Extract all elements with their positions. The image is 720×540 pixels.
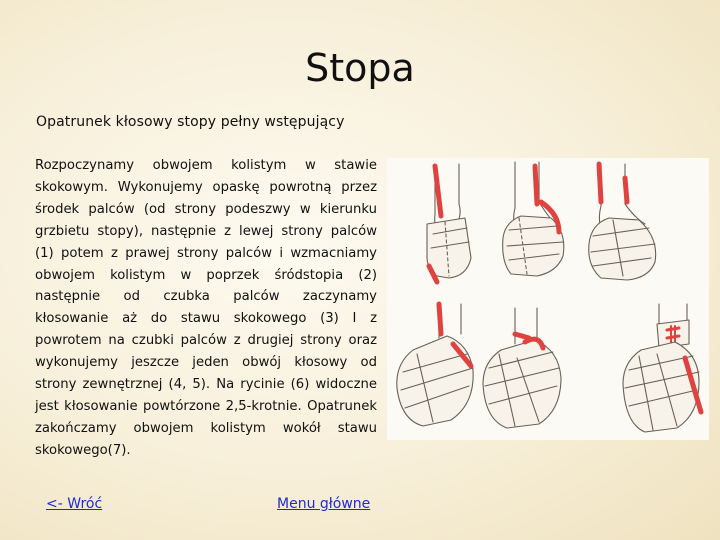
step-4-drawing [397,304,473,426]
back-link[interactable]: <- Wróć [46,496,103,512]
step-6-drawing [623,304,701,432]
main-menu-link[interactable]: Menu główne [277,496,371,512]
step-2-drawing [503,162,564,276]
step-3-drawing [589,164,656,280]
step-5-drawing [483,308,561,428]
description-text: Rozpoczynamy obwojem kolistym w stawie skokowym. Wykonujemy opaskę powrotną przez środek palców (od strony podeszwy w kierunku grzbietu stopy), następnie z lewej strony palców (1) potem z prawej strony palców i wzmacniamy obwojem kolistym w poprzek śródstopia (2) następnie od czubka palców zaczynamy kłosowanie aż do stawu skokowego (3) I z powrotem na czubki palców z drugiej strony oraz wykonujemy jeszcze jeden obwój kłosowy od strony zewnętrznej (4, 5). Na rycinie (6) widoczne jest kłosowanie powtórzone 2,5-krotnie. Opatrunek zakończamy obwojem kolistym wokół stawu skokowego(7). [35,158,377,458]
bandage-illustration [387,158,709,440]
page-title: Stopa [305,46,415,90]
page-subtitle: Opatrunek kłosowy stopy pełny wstępujący [36,114,345,130]
step-1-drawing [427,164,471,282]
